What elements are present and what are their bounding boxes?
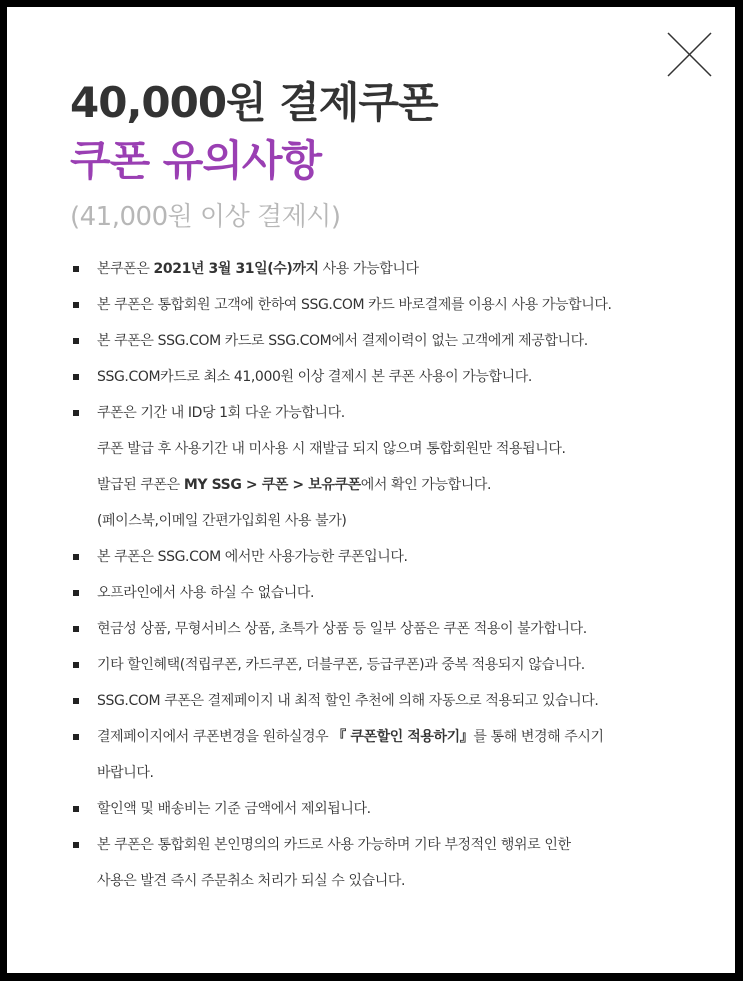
list-item [7, 251, 735, 287]
bullet-icon [73, 338, 79, 344]
notice-list [7, 251, 735, 899]
list-item [7, 323, 735, 359]
close-icon-svg [666, 31, 713, 78]
list-item-continuation [7, 503, 735, 539]
list-item [7, 575, 735, 611]
coupon-notice-modal [7, 7, 735, 973]
list-item-continuation [7, 431, 735, 467]
notice-heading: 쿠폰 유의사항 [70, 136, 322, 185]
list-item-text: 기타 할인혜택(적립쿠폰, 카드쿠폰, 더블쿠폰, 등급쿠폰)과 중복 적용되지 않습니다. [97, 657, 585, 673]
list-item-text: 발급된 쿠폰은 MY SSG > 쿠폰 > 보유쿠폰에서 확인 가능합니다. [97, 477, 492, 493]
list-item-text: 쿠폰은 기간 내 ID당 1회 다운 가능합니다. [97, 405, 345, 421]
list-item-text: 본 쿠폰은 통합회원 본인명의의 카드로 사용 가능하며 기타 부정적인 행위로 인한 [97, 837, 571, 853]
bullet-icon [73, 590, 79, 596]
bullet-icon [73, 554, 79, 560]
page-title: 40,000원 결제쿠폰 [70, 78, 438, 127]
list-item-text: SSG.COM카드로 최소 41,000원 이상 결제시 본 쿠폰 사용이 가능합니다. [97, 369, 532, 385]
bullet-icon [73, 302, 79, 308]
bullet-icon [73, 410, 79, 416]
list-item [7, 683, 735, 719]
bullet-icon [73, 662, 79, 668]
list-item-text: 바랍니다. [97, 765, 154, 781]
list-item-text: 할인액 및 배송비는 기준 금액에서 제외됩니다. [97, 801, 371, 817]
bullet-icon [73, 698, 79, 704]
list-item [7, 647, 735, 683]
list-item [7, 719, 735, 755]
list-item [7, 287, 735, 323]
list-item-text: 본 쿠폰은 SSG.COM 카드로 SSG.COM에서 결제이력이 없는 고객에게 제공합니다. [97, 333, 588, 349]
list-item-text: 결제페이지에서 쿠폰변경을 원하실경우 『 쿠폰할인 적용하기』를 통해 변경해 주시기 [97, 729, 604, 745]
list-item-continuation [7, 755, 735, 791]
bullet-icon [73, 734, 79, 740]
bullet-icon [73, 266, 79, 272]
close-icon[interactable] [666, 31, 713, 78]
list-item-text: SSG.COM 쿠폰은 결제페이지 내 최적 할인 추천에 의해 자동으로 적용되고 있습니다. [97, 693, 599, 709]
list-item-text: 본쿠폰은 2021년 3월 31일(수)까지 사용 가능합니다 [97, 261, 419, 277]
list-item-text: (페이스북,이메일 간편가입회원 사용 불가) [97, 513, 347, 529]
bullet-icon [73, 374, 79, 380]
list-item-text: 현금성 상품, 무형서비스 상품, 초특가 상품 등 일부 상품은 쿠폰 적용이 불가합니다. [97, 621, 587, 637]
list-item-text: 본 쿠폰은 SSG.COM 에서만 사용가능한 쿠폰입니다. [97, 549, 408, 565]
bullet-icon [73, 806, 79, 812]
apply-coupon-label: 『 쿠폰할인 적용하기』 [332, 729, 474, 745]
list-item [7, 827, 735, 863]
list-item [7, 395, 735, 431]
list-item-text: 사용은 발견 즉시 주문취소 처리가 되실 수 있습니다. [97, 873, 406, 889]
list-item-text: 오프라인에서 사용 하실 수 없습니다. [97, 585, 315, 601]
bullet-icon [73, 842, 79, 848]
purchase-condition: (41,000원 이상 결제시) [70, 202, 341, 232]
list-item [7, 539, 735, 575]
list-item [7, 791, 735, 827]
list-item-continuation [7, 467, 735, 503]
list-item-continuation [7, 863, 735, 899]
list-item-text: 쿠폰 발급 후 사용기간 내 미사용 시 재발급 되지 않으며 통합회원만 적용됩니다. [97, 441, 566, 457]
list-item [7, 359, 735, 395]
list-item [7, 611, 735, 647]
list-item-text: 본 쿠폰은 통합회원 고객에 한하여 SSG.COM 카드 바로결제를 이용시 사용 가능합니다. [97, 297, 612, 313]
bullet-icon [73, 626, 79, 632]
expiry-date: 2021년 3월 31일(수)까지 [153, 261, 319, 277]
coupon-menu-path: MY SSG > 쿠폰 > 보유쿠폰 [183, 477, 361, 493]
